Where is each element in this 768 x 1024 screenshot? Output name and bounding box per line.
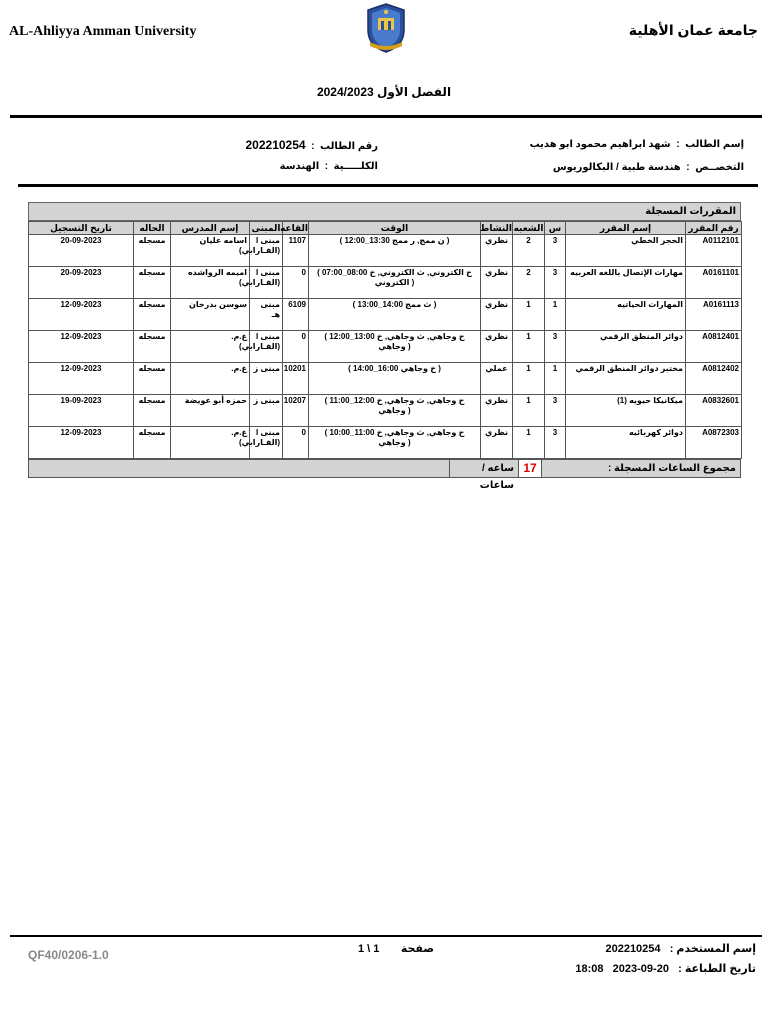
cell-time: ( 10:00_11:00 ح وجاهي, ث وجاهي, خ وجاهي ) xyxy=(309,427,481,459)
cell-building: مبنى I (الفـارابي) xyxy=(250,427,283,459)
cell-building: مبنى I (الفـارابي) xyxy=(250,235,283,267)
page-value: 1 \ 1 xyxy=(358,943,380,955)
courses-section xyxy=(28,202,741,491)
page-field xyxy=(358,942,434,955)
cell-building: مبنى I (الفـارابي) xyxy=(250,331,283,363)
cell-registration-date: 12-09-2023 xyxy=(29,299,134,331)
university-name-en: AL-Ahliyya Amman University xyxy=(9,24,197,39)
cell-instructor: غ.م. xyxy=(171,331,250,363)
student-number-value: 202210254 xyxy=(245,138,306,152)
cell-activity: نظري xyxy=(481,427,513,459)
cell-course-code: A0832601 xyxy=(686,395,742,427)
separator: : xyxy=(686,162,690,173)
cell-activity: نظري xyxy=(481,235,513,267)
col-status: الحاله xyxy=(134,222,171,235)
col-instructor: إسم المدرس xyxy=(171,222,250,235)
cell-section: 1 xyxy=(513,363,545,395)
cell-room: 0 xyxy=(283,267,309,299)
university-logo-icon xyxy=(364,2,408,54)
table-row xyxy=(29,267,742,299)
cell-instructor: حمزه أبو عويضة xyxy=(171,395,250,427)
cell-registration-date: 12-09-2023 xyxy=(29,363,134,395)
table-header-row xyxy=(29,222,742,235)
cell-room: 0 xyxy=(283,331,309,363)
page-label: صفحة xyxy=(400,943,434,955)
cell-activity: عملي xyxy=(481,363,513,395)
col-registration-date: تاريخ التسجيل xyxy=(29,222,134,235)
cell-activity: نظري xyxy=(481,267,513,299)
cell-room: 6109 xyxy=(283,299,309,331)
col-section: الشعبه xyxy=(513,222,544,233)
col-course-name: إسم المقرر xyxy=(566,222,686,235)
cell-registration-date: 12-09-2023 xyxy=(29,331,134,363)
user-value: 202210254 xyxy=(605,943,661,955)
cell-activity: نظري xyxy=(481,395,513,427)
cell-time: ( 12:00_13:30 ن ممج, ر ممج ) xyxy=(309,235,481,267)
cell-course-name: دوائر المنطق الرقمي xyxy=(566,331,686,363)
cell-credit-hours: 3 xyxy=(545,235,566,267)
cell-status: مسجله xyxy=(134,331,171,363)
cell-instructor: سوسن بدرخان xyxy=(171,299,250,331)
student-name-value: شهد ابراهيم محمود ابو هديب xyxy=(529,139,671,150)
student-number-field xyxy=(246,138,379,152)
footer-divider xyxy=(10,935,762,937)
cell-course-name: دوائر كهربائيه xyxy=(566,427,686,459)
cell-time: ( 11:00_12:00 ح وجاهي, ث وجاهي, خ وجاهي ) xyxy=(309,395,481,427)
separator: : xyxy=(311,141,315,152)
cell-status: مسجله xyxy=(134,299,171,331)
cell-instructor: اسامه عليان xyxy=(171,235,250,267)
major-field xyxy=(553,162,744,173)
cell-building: مبنى ز xyxy=(250,363,283,395)
cell-course-code: A0161113 xyxy=(686,299,742,331)
cell-credit-hours: 3 xyxy=(545,427,566,459)
cell-activity: نظري xyxy=(481,299,513,331)
major-label: التخصــص xyxy=(695,162,744,173)
table-row xyxy=(29,299,742,331)
print-date-value: 20-09-2023 xyxy=(612,963,669,975)
courses-title: المقررات المسجلة xyxy=(28,202,741,221)
table-row xyxy=(29,331,742,363)
total-row-filler xyxy=(29,460,449,477)
user-label: إسم المستخدم : xyxy=(669,943,756,955)
cell-room: 1107 xyxy=(283,235,309,267)
university-name-ar: جامعة عمان الأهلية xyxy=(628,22,758,38)
col-activity: النشاط xyxy=(479,222,512,233)
col-course-code: رقم المقرر xyxy=(686,222,742,235)
cell-instructor: اميمه الرواشده xyxy=(171,267,250,299)
col-time: الوقت xyxy=(309,222,481,235)
separator: : xyxy=(676,139,680,150)
cell-section: 1 xyxy=(513,299,545,331)
cell-status: مسجله xyxy=(134,395,171,427)
cell-credit-hours: 3 xyxy=(545,331,566,363)
cell-course-name: ميكانيكا حيويه (1) xyxy=(566,395,686,427)
user-field xyxy=(605,942,756,955)
faculty-field xyxy=(280,161,378,172)
cell-building: مبنى ز xyxy=(250,395,283,427)
col-room: القاعه xyxy=(280,222,308,233)
cell-credit-hours: 3 xyxy=(545,395,566,427)
print-time-value: 18:08 xyxy=(575,963,604,975)
cell-registration-date: 20-09-2023 xyxy=(29,235,134,267)
faculty-value: الهندسة xyxy=(279,161,320,172)
total-hours-label: مجموع الساعات المسجلة : xyxy=(541,460,740,477)
table-row xyxy=(29,363,742,395)
separator: : xyxy=(324,161,329,172)
divider xyxy=(18,184,758,187)
cell-credit-hours: 1 xyxy=(545,363,566,395)
student-name-label: إسم الطالب xyxy=(685,139,744,150)
divider xyxy=(10,115,762,118)
cell-status: مسجله xyxy=(134,267,171,299)
table-row xyxy=(29,395,742,427)
cell-course-code: A0812402 xyxy=(686,363,742,395)
cell-building: مبنى هـ xyxy=(250,299,283,331)
cell-registration-date: 12-09-2023 xyxy=(29,427,134,459)
cell-section: 1 xyxy=(513,427,545,459)
cell-credit-hours: 1 xyxy=(545,299,566,331)
cell-status: مسجله xyxy=(134,427,171,459)
cell-status: مسجله xyxy=(134,363,171,395)
cell-course-code: A0112101 xyxy=(686,235,742,267)
courses-table xyxy=(28,221,742,459)
form-code: QF40/0206-1.0 xyxy=(28,948,109,962)
student-name-field xyxy=(530,139,744,150)
cell-course-name: الحجر الخطي xyxy=(566,235,686,267)
table-row xyxy=(29,235,742,267)
total-hours-row xyxy=(28,459,741,491)
cell-instructor: غ.م. xyxy=(171,427,250,459)
cell-section: 2 xyxy=(513,267,545,299)
col-building: المبنى xyxy=(250,222,283,235)
total-hours-unit: ساعه / ساعات xyxy=(449,460,518,477)
cell-section: 1 xyxy=(513,331,545,363)
cell-instructor: غ.م. xyxy=(171,363,250,395)
cell-registration-date: 20-09-2023 xyxy=(29,267,134,299)
semester-title: الفصل الأول 2024/2023 xyxy=(316,85,452,99)
cell-room: 0 xyxy=(283,427,309,459)
cell-time: ( 13:00_14:00 ث ممج ) xyxy=(309,299,481,331)
cell-status: مسجله xyxy=(134,235,171,267)
cell-time: ( 12:00_13:00 ح وجاهي, ث وجاهي, خ وجاهي ) xyxy=(309,331,481,363)
cell-course-code: A0161101 xyxy=(686,267,742,299)
cell-course-name: المهارات الحياتيه xyxy=(566,299,686,331)
print-date-label: تاريخ الطباعة : xyxy=(678,963,756,975)
cell-section: 1 xyxy=(513,395,545,427)
col-credit-hours: س xyxy=(545,222,566,235)
cell-activity: نظري xyxy=(481,331,513,363)
cell-room: 10201 xyxy=(283,363,309,395)
cell-time: ( 07:00_08:00 ح الكتروني, ث الكتروني, خ الكتروني ) xyxy=(309,267,481,299)
cell-section: 2 xyxy=(513,235,545,267)
major-value: هندسة طبية / البكالوريوس xyxy=(552,162,681,173)
cell-course-name: مهارات الإتصال باللغه العربيه xyxy=(566,267,686,299)
cell-credit-hours: 3 xyxy=(545,267,566,299)
total-hours-value: 17 xyxy=(518,460,541,477)
cell-building: مبنى I (الفـارابي) xyxy=(250,267,283,299)
student-number-label: رقم الطالب xyxy=(320,141,378,152)
table-row xyxy=(29,427,742,459)
cell-course-code: A0812401 xyxy=(686,331,742,363)
cell-registration-date: 19-09-2023 xyxy=(29,395,134,427)
print-date-field xyxy=(575,962,756,975)
cell-room: 10207 xyxy=(283,395,309,427)
cell-course-name: مختبر دوائر المنطق الرقمي xyxy=(566,363,686,395)
cell-time: ( 14:00_16:00 خ وجاهي ) xyxy=(309,363,481,395)
cell-course-code: A0872303 xyxy=(686,427,742,459)
faculty-label: الكلـــــية xyxy=(333,161,378,172)
